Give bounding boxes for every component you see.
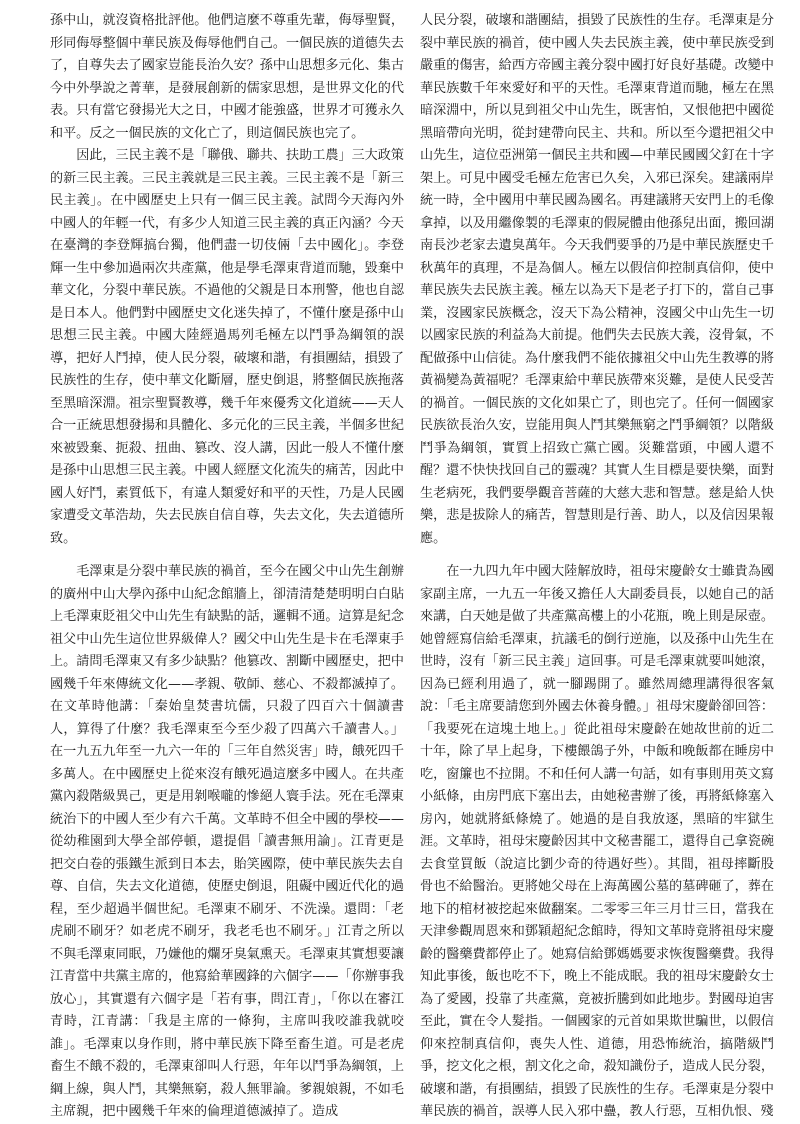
left-column [50, 10, 404, 1119]
paragraph: 在一九四九年中國大陸解放時，祖母宋慶齡女士雖貴為國家副主席，一九五一年後又擔任人大副委員長，以她自己的話來講，白天她是做了共產黨高樓上的小花瓶，晚上則是尿壺。她曾經寫信給毛澤東，抗議毛的倒行逆施，以及孫中山先生在世時，沒有「新三民主義」這回事。可是毛澤東就要叫她滾，因為已經利用過了，就一腳踢開了。雖然周總理講得很客氣說：「毛主席要請您到外國去休養身體。」祖母宋慶齡卻回答：「我要死在這塊土地上。」從此祖母宋慶齡在她故世前的近二十年，除了早上起身，下樓餵鴿子外，中飯和晚飯都在睡房中吃，窗簾也不拉開。不和任何人講一句話，如有事則用英文寫小紙條，由房門底下塞出去，由她秘書辦了後，再將紙條塞入房內，她就將紙條燒了。她過的是自我放逐，黑暗的牢獄生涯。文革時，祖母宋慶齡因其中文秘書罷工，還得自己拿瓷碗去食堂買飯（說這比劉少奇的待遇好些）。其間，祖母摔斷股骨也不給醫治。更將她父母在上海萬國公墓的墓碑砸了，葬在地下的棺材被挖起來做翻案。二零零三年三月廿三日，當我在天津參觀周恩來和鄧穎超紀念館時，得知文革時竟將祖母宋慶齡的醫藥費都停止了。她寫信給鄧媽媽要求恢復醫藥費。我得知此事後，飯也吃不下，晚上不能成眠。我的祖母宋慶齡女士為了愛國，投靠了共產黨，竟被折騰到如此地步。對國母迫害至此，實在令人髮指。一個國家的元首如果欺世騙世，以假信仰來控制真信仰，喪失人性、道德，用恐怖統治，搞階級鬥爭，挖文化之根，割文化之命，殺知識份子，造成人民分裂，破壞和諧，有損團結，損毀了民族性的生存。毛澤東是分裂中華民族的禍首，誤導人民入邪中蠱，教人行惡，互相仇恨、殘 [420, 564, 774, 1119]
right-column [420, 10, 774, 1119]
paragraph: 孫中山，就沒資格批評他。他們這麼不尊重先輩，侮辱聖賢，形同侮辱整個中華民族及侮辱他們自己。一個民族的道德失去了，自尊失去了國家豈能長治久安？孫中山思想多元化、集古今中外學說之菁華，是發展創新的儒家思想，是世界文化的代表。只有當它發揚光大之日，中國才能強盛，世界才可獲永久和平。反之一個民族的文化亡了，則這個民族也完了。 [50, 13, 404, 141]
paragraph: 毛澤東是分裂中華民族的禍首，至今在國父中山先生創辦的廣州中山大學內孫中山紀念館牆上，卻清清楚楚明明白白貼上毛澤東貶祖父中山先生有缺點的話，邏輯不通。這算是紀念祖父中山先生這位世界級偉人？國父中山先生是卡在毛澤東手上。請問毛澤東又有多少缺點？他篡改、割斷中國歷史，把中國幾千年來傳統文化——孝親、敬師、慈心、不殺都滅掉了。在文革時他講：「秦始皇焚書坑儒，只殺了四百六十個讀書人，算得了什麼？我毛澤東至今至少殺了四萬六千讀書人。」在一九五九年至一九六一年的「三年自然災害」時，餓死四千多萬人。在中國歷史上從來沒有餓死過這麼多中國人。在共產黨內殺階級異己，更是用剝喉嚨的慘絕人寰手法。死在毛澤東統治下的中國人至少有六千萬。文革時不但全中國的學校——從幼稚園到大學全部停頓，還提倡「讀書無用論」。江青更是把交白卷的張鐵生派到日本去，貽笑國際，使中華民族失去自尊、自信，失去文化道德，使歷史倒退，阻礙中國近代化的過程，至少超過半個世紀。毛澤東不刷牙、不洗澡。還問：「老虎刷不刷牙？如老虎不刷牙，我老毛也不刷牙。」江青之所以不與毛澤東同眠，乃嫌他的爛牙臭氣熏天。毛澤東其實想要讓江青當中共黨主席的，他寫給華國鋒的六個字——「你辦事我放心」，其實還有六個字是「若有事，問江青」，「你以在審江青時，江青講：「我是主席的一條狗，主席叫我咬誰我就咬誰」。毛澤東以身作則，將中華民族下降至畜生道。可是老虎畜生不餓不殺的，毛澤東卻叫人行惡，年年以鬥爭為綱領，上綱上線，與人鬥，其樂無窮，殺人無罪論。爹親娘親，不如毛主席親，把中國幾千年來的倫理道德滅掉了。造成 [50, 564, 404, 1119]
paragraph: 人民分裂，破壞和諧團結，損毀了民族性的生存。毛澤東是分裂中華民族的禍首，使中國人失去民族主義，使中華民族受到嚴重的傷害，給西方帝國主義分裂中國打好良好基礎。改變中華民族數千年來愛好和平的天性。毛澤東背道而馳，極左在黑暗深淵中，所以見到祖父中山先生，既害怕，又恨他把中國從黑暗帶向光明，從封建帶向民主、共和。所以至今還把祖父中山先生，這位亞洲第一個民主共和國—中華民國國父釘在十字架上。可見中國受毛極左危害已久矣，入邪已深矣。建議兩岸統一時，全中國用中華民國為國名。再建議將天安門上的毛像拿掉，以及用繼像製的毛澤東的假屍體由他孫兒出面，搬回湖南長沙老家去遺臭萬年。今天我們要爭的乃是中華民族歷史千秋萬年的真理，不是為個人。極左以假信仰控制真信仰，使中華民族失去民族主義。極左以為天下是老子打下的，當自己事業，沒國家民族概念，沒天下為公精神，沒國父中山先生一切以國家民族的利益為大前提。他們失去民族大義，沒骨氣，不配做孫中山信徒。為什麼我們不能依據祖父中山先生教導的將黃禍變為黃福呢？毛澤東給中華民族帶來災難，是使人民受苦的禍首。一個民族的文化如果亡了，則也完了。任何一個國家民族欲長治久安，豈能用與人鬥其樂無窮之鬥爭綱領？以階級鬥爭為綱領，實質上招致亡黨亡國。災難當頭，中國人還不醒？還不快快找回自己的靈魂？其實人生目標是要快樂，面對生老病死，我們要學觀音菩薩的大慈大悲和智慧。慈是給人快樂，悲是拔除人的痛苦，智慧則是行善、助人，以及信因果報應。 [420, 13, 774, 546]
paragraph: 因此，三民主義不是「聯俄、聯共、扶助工農」三大政策的新三民主義。三民主義就是三民主義。三民主義不是「新三民主義」。在中國歷史上只有一個三民主義。試問今天海內外中國人的年輕一代，有多少人知道三民主義的真正內涵？今天在臺灣的李登輝搞台獨，他們盡一切伎倆「去中國化」。李登輝一生中參加過兩次共產黨，他是學毛澤東背道而馳，毀棄中華文化，分裂中華民族。不過他的父親是日本刑警，他也自認是日本人。他們對中國歷史文化迷失掉了，不懂什麼是孫中山思想三民主義。中國大陸經過馬列毛極左以鬥爭為綱領的誤導，把好人鬥掉，使人民分裂，破壞和諧，有損團結，損毀了民族性的生存，使中華文化斷層，歷史倒退，將整個民族拖落至黑暗深淵。祖宗聖賢教導，幾千年來優秀文化道統——天人合一正統思想發揚和具體化、多元化的三民主義，半個多世紀來被毀棄、扼殺、扭曲、篡改、沒人講，因此一般人不懂什麼是孫中山思想三民主義。中國人經歷文化流失的痛苦，因此中國人好鬥，素質低下，有違人類愛好和平的天性，乃是人民國家遭受文革浩劫，失去民族自信自尊，失去文化，失去道德所致。 [50, 148, 404, 546]
